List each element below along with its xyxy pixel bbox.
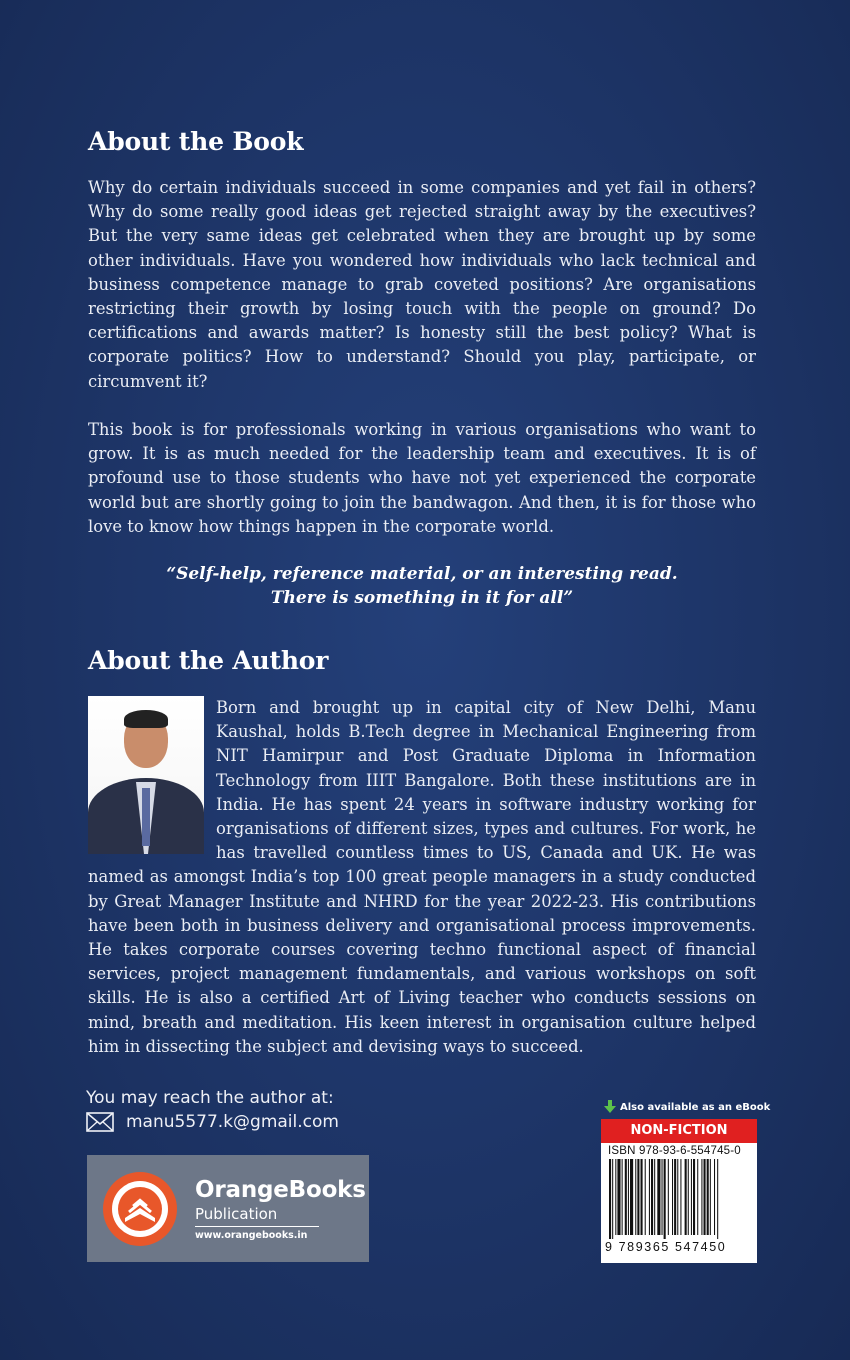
about-book-heading: About the Book (88, 127, 304, 156)
download-arrow-icon (604, 1100, 616, 1114)
about-book-paragraph-1: Why do certain individuals succeed in some companies and yet fail in others? Why do some really good ideas get rejected straight away by the executives? But the very same ideas get celebrated when they are brought up by some other individuals. Have you wondered how individuals who lack technical and business competence manage to grab coveted positions? Are organisations restricting their growth by losing touch with the people on ground? Do certifications and awards matter? Is honesty still the best policy? What is corporate politics? How to understand? Should you play, participate, or circumvent it? (88, 178, 756, 391)
contact-label: You may reach the author at: (86, 1088, 334, 1108)
about-book-paragraph-2: This book is for professionals working in various organisations who want to grow. It is as much needed for the leadership team and executives. It is of profound use to those students who have not yet experienced the corporate world but are shortly going to join the bandwagon. And then, it is for those who love to know how things happen in the corporate world. (88, 420, 756, 536)
ebook-note-text: Also available as an eBook (620, 1101, 771, 1113)
publisher-name: OrangeBooks (195, 1176, 366, 1203)
orangebooks-logo-icon (101, 1170, 179, 1248)
barcode-number: 9 789365 547450 (605, 1240, 727, 1254)
about-author-heading: About the Author (88, 646, 329, 675)
author-bio: Born and brought up in capital city of New Delhi, Manu Kaushal, holds B.Tech degree in Mechanical Engineering from NIT Hamirpur and Post Graduate Diploma in Information Technology from IIIT Bangalore. Both these institutions are in India. He has spent 24 years in software industry working for organisations of different sizes, types and cultures. For work, he has travelled countless times to US, Canada and UK. He was named as amongst India’s top 100 great people managers in a study conducted by Great Manager Institute and NHRD for the year 2022-23. His contributions have been both in business delivery and organisational process improvements. He takes corporate courses covering techno functional aspect of financial services, project management fundamentals, and various workshops on soft skills. He is also a certified Art of Living teacher who conducts sessions on mind, breath and meditation. His keen interest in organisation culture helped him in dissecting the subject and devising ways to succeed. (88, 698, 756, 1056)
envelope-icon (86, 1112, 114, 1132)
author-photo (88, 696, 204, 854)
quote-line-1: “Self-help, reference material, or an interesting read. (166, 564, 678, 584)
barcode-bars (601, 1159, 757, 1239)
ebook-note (604, 1100, 770, 1114)
author-section (88, 696, 756, 1059)
genre-label: NON-FICTION (601, 1119, 757, 1143)
isbn-text: ISBN 978-93-6-554745-0 (608, 1145, 741, 1157)
author-email[interactable]: manu5577.k@gmail.com (126, 1112, 339, 1132)
publisher-subtitle: Publication (195, 1205, 319, 1227)
book-tagline-quote (88, 562, 756, 610)
barcode-box (601, 1119, 757, 1263)
publisher-url[interactable]: www.orangebooks.in (195, 1229, 308, 1241)
publisher-logo-block (87, 1155, 369, 1262)
quote-line-2: There is something in it for all” (270, 588, 574, 608)
email-row (86, 1112, 339, 1132)
